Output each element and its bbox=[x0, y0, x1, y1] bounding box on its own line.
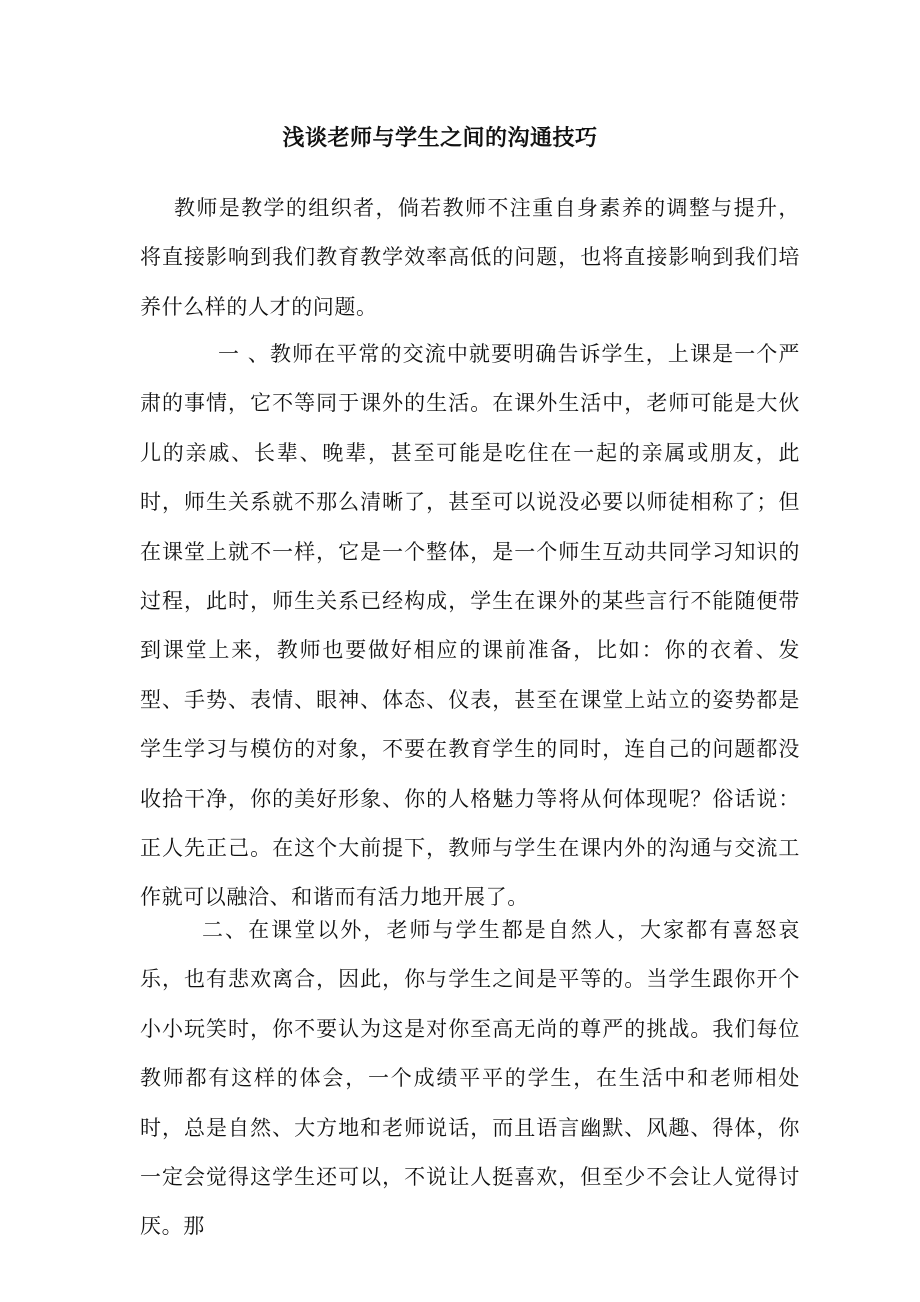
paragraph-point-two: 二、在课堂以外，老师与学生都是自然人，大家都有喜怒哀乐，也有悲欢离合，因此，你与学生之间是平等的。当学生跟你开个小小玩笑时，你不要认为这是对你至高无尚的尊严的挑战。我们每位教师都有这样的体会，一个成绩平平的学生，在生活中和老师相处时，总是自然、大方地和老师说话，而且语言幽默、风趣、得体，你一定会觉得这学生还可以，不说让人挺喜欢，但至少不会让人觉得讨厌。那 bbox=[140, 918, 800, 1239]
paragraph-intro: 教师是教学的组织者，倘若教师不注重自身素养的调整与提升，将直接影响到我们教育教学效率高低的问题，也将直接影响到我们培养什么样的人才的问题。 bbox=[140, 196, 800, 319]
paragraph-point-one: 一 、教师在平常的交流中就要明确告诉学生，上课是一个严肃的事情，它不等同于课外的生活。在课外生活中，老师可能是大伙儿的亲戚、长辈、晚辈，甚至可能是吃住在一起的亲属或朋友，此时，师生关系就不那么清晰了，甚至可以说没必要以师徒相称了；但在课堂上就不一样，它是一个整体，是一个师生互动共同学习知识的过程，此时，师生关系已经构成，学生在课外的某些言行不能随便带到课堂上来，教师也要做好相应的课前准备，比如：你的衣着、发型、手势、表情、眼神、体态、仪表，甚至在课堂上站立的姿势都是学生学习与模仿的对象，不要在教育学生的同时，连自己的问题都没收拾干净，你的美好形象、你的人格魅力等将从何体现呢？俗话说：正人先正己。在这个大前提下，教师与学生在课内外的沟通与交流工作就可以融洽、和谐而有活力地开展了。 bbox=[140, 342, 800, 910]
document-title: 浅谈老师与学生之间的沟通技巧 bbox=[282, 125, 598, 151]
